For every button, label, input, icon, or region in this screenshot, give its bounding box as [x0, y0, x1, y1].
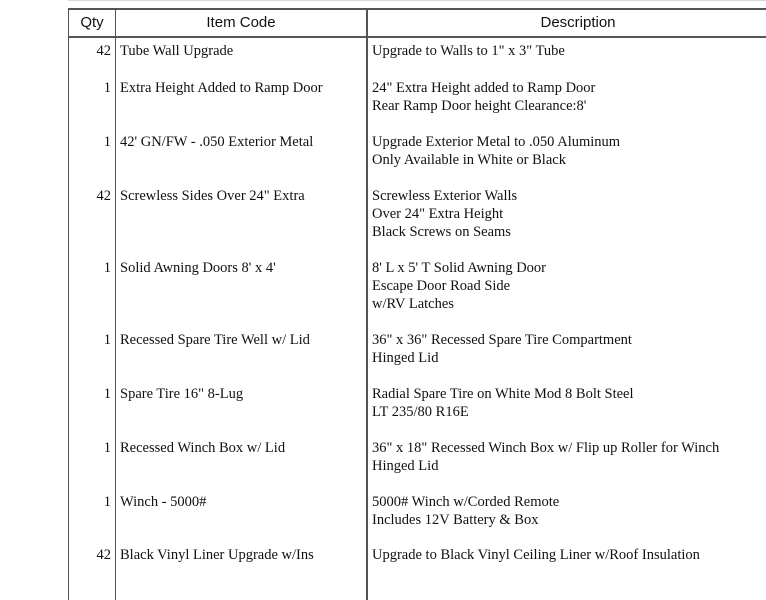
description-line: Radial Spare Tire on White Mod 8 Bolt Steel [372, 386, 634, 402]
description-line: 5000# Winch w/Corded Remote [372, 494, 560, 510]
row-item-code: Black Vinyl Liner Upgrade w/Ins [120, 547, 314, 563]
row-qty: 1 [103, 332, 111, 348]
row-item-code: Winch - 5000# [120, 494, 207, 510]
row-qty: 1 [103, 260, 111, 276]
top-divider [68, 0, 766, 1]
row-qty: 42 [96, 188, 111, 204]
row-qty: 1 [103, 494, 111, 510]
row-qty: 1 [103, 386, 111, 402]
row-item-code: Recessed Winch Box w/ Lid [120, 440, 286, 456]
description-line: Black Screws on Seams [372, 224, 511, 240]
description-line: 8' L x 5' T Solid Awning Door [372, 260, 547, 276]
row-description [372, 42, 565, 60]
row-item-code: 42' GN/FW - .050 Exterior Metal [120, 134, 314, 150]
row-description [372, 439, 719, 475]
description-line: 24" Extra Height added to Ramp Door [372, 80, 596, 96]
description-line: Hinged Lid [372, 350, 439, 366]
row-item-code: Tube Wall Upgrade [120, 43, 234, 59]
row-description [372, 259, 546, 313]
header-item-code: Item Code [206, 14, 276, 31]
description-line: Screwless Exterior Walls [372, 188, 518, 204]
description-line: 36" x 36" Recessed Spare Tire Compartment [372, 332, 632, 348]
row-description [372, 331, 632, 367]
description-line: Rear Ramp Door height Clearance:8' [372, 98, 587, 114]
description-line: Escape Door Road Side [372, 278, 511, 294]
items-table [68, 8, 766, 600]
description-line: Upgrade to Black Vinyl Ceiling Liner w/Roof Insulation [372, 547, 700, 563]
row-item-code: Extra Height Added to Ramp Door [120, 80, 323, 96]
description-line: LT 235/80 R16E [372, 404, 469, 420]
description-line: Over 24" Extra Height [372, 206, 504, 222]
row-description [372, 546, 700, 564]
row-description [372, 79, 595, 115]
description-line: Includes 12V Battery & Box [372, 512, 539, 528]
row-qty: 1 [103, 134, 111, 150]
row-item-code: Recessed Spare Tire Well w/ Lid [120, 332, 310, 348]
row-qty: 42 [96, 547, 111, 563]
row-item-code: Screwless Sides Over 24" Extra [120, 188, 305, 204]
row-qty: 1 [103, 440, 111, 456]
row-description [372, 187, 517, 241]
row-description [372, 493, 559, 529]
description-line: w/RV Latches [372, 296, 454, 312]
row-item-code: Solid Awning Doors 8' x 4' [120, 260, 276, 276]
row-qty: 42 [96, 43, 111, 59]
header-qty: Qty [80, 14, 104, 31]
row-item-code: Spare Tire 16" 8-Lug [120, 386, 244, 402]
row-description [372, 385, 634, 421]
description-line: Only Available in White or Black [372, 152, 566, 168]
row-qty: 1 [103, 80, 111, 96]
qty-column-divider [115, 10, 116, 600]
row-description [372, 133, 620, 169]
description-line: Upgrade Exterior Metal to .050 Aluminum [372, 134, 621, 150]
header-divider [69, 36, 766, 38]
description-column-divider [366, 10, 368, 600]
description-line: Upgrade to Walls to 1" x 3" Tube [372, 43, 565, 59]
header-description: Description [540, 14, 616, 31]
description-line: Hinged Lid [372, 458, 439, 474]
description-line: 36" x 18" Recessed Winch Box w/ Flip up Roller for Winch [372, 440, 720, 456]
